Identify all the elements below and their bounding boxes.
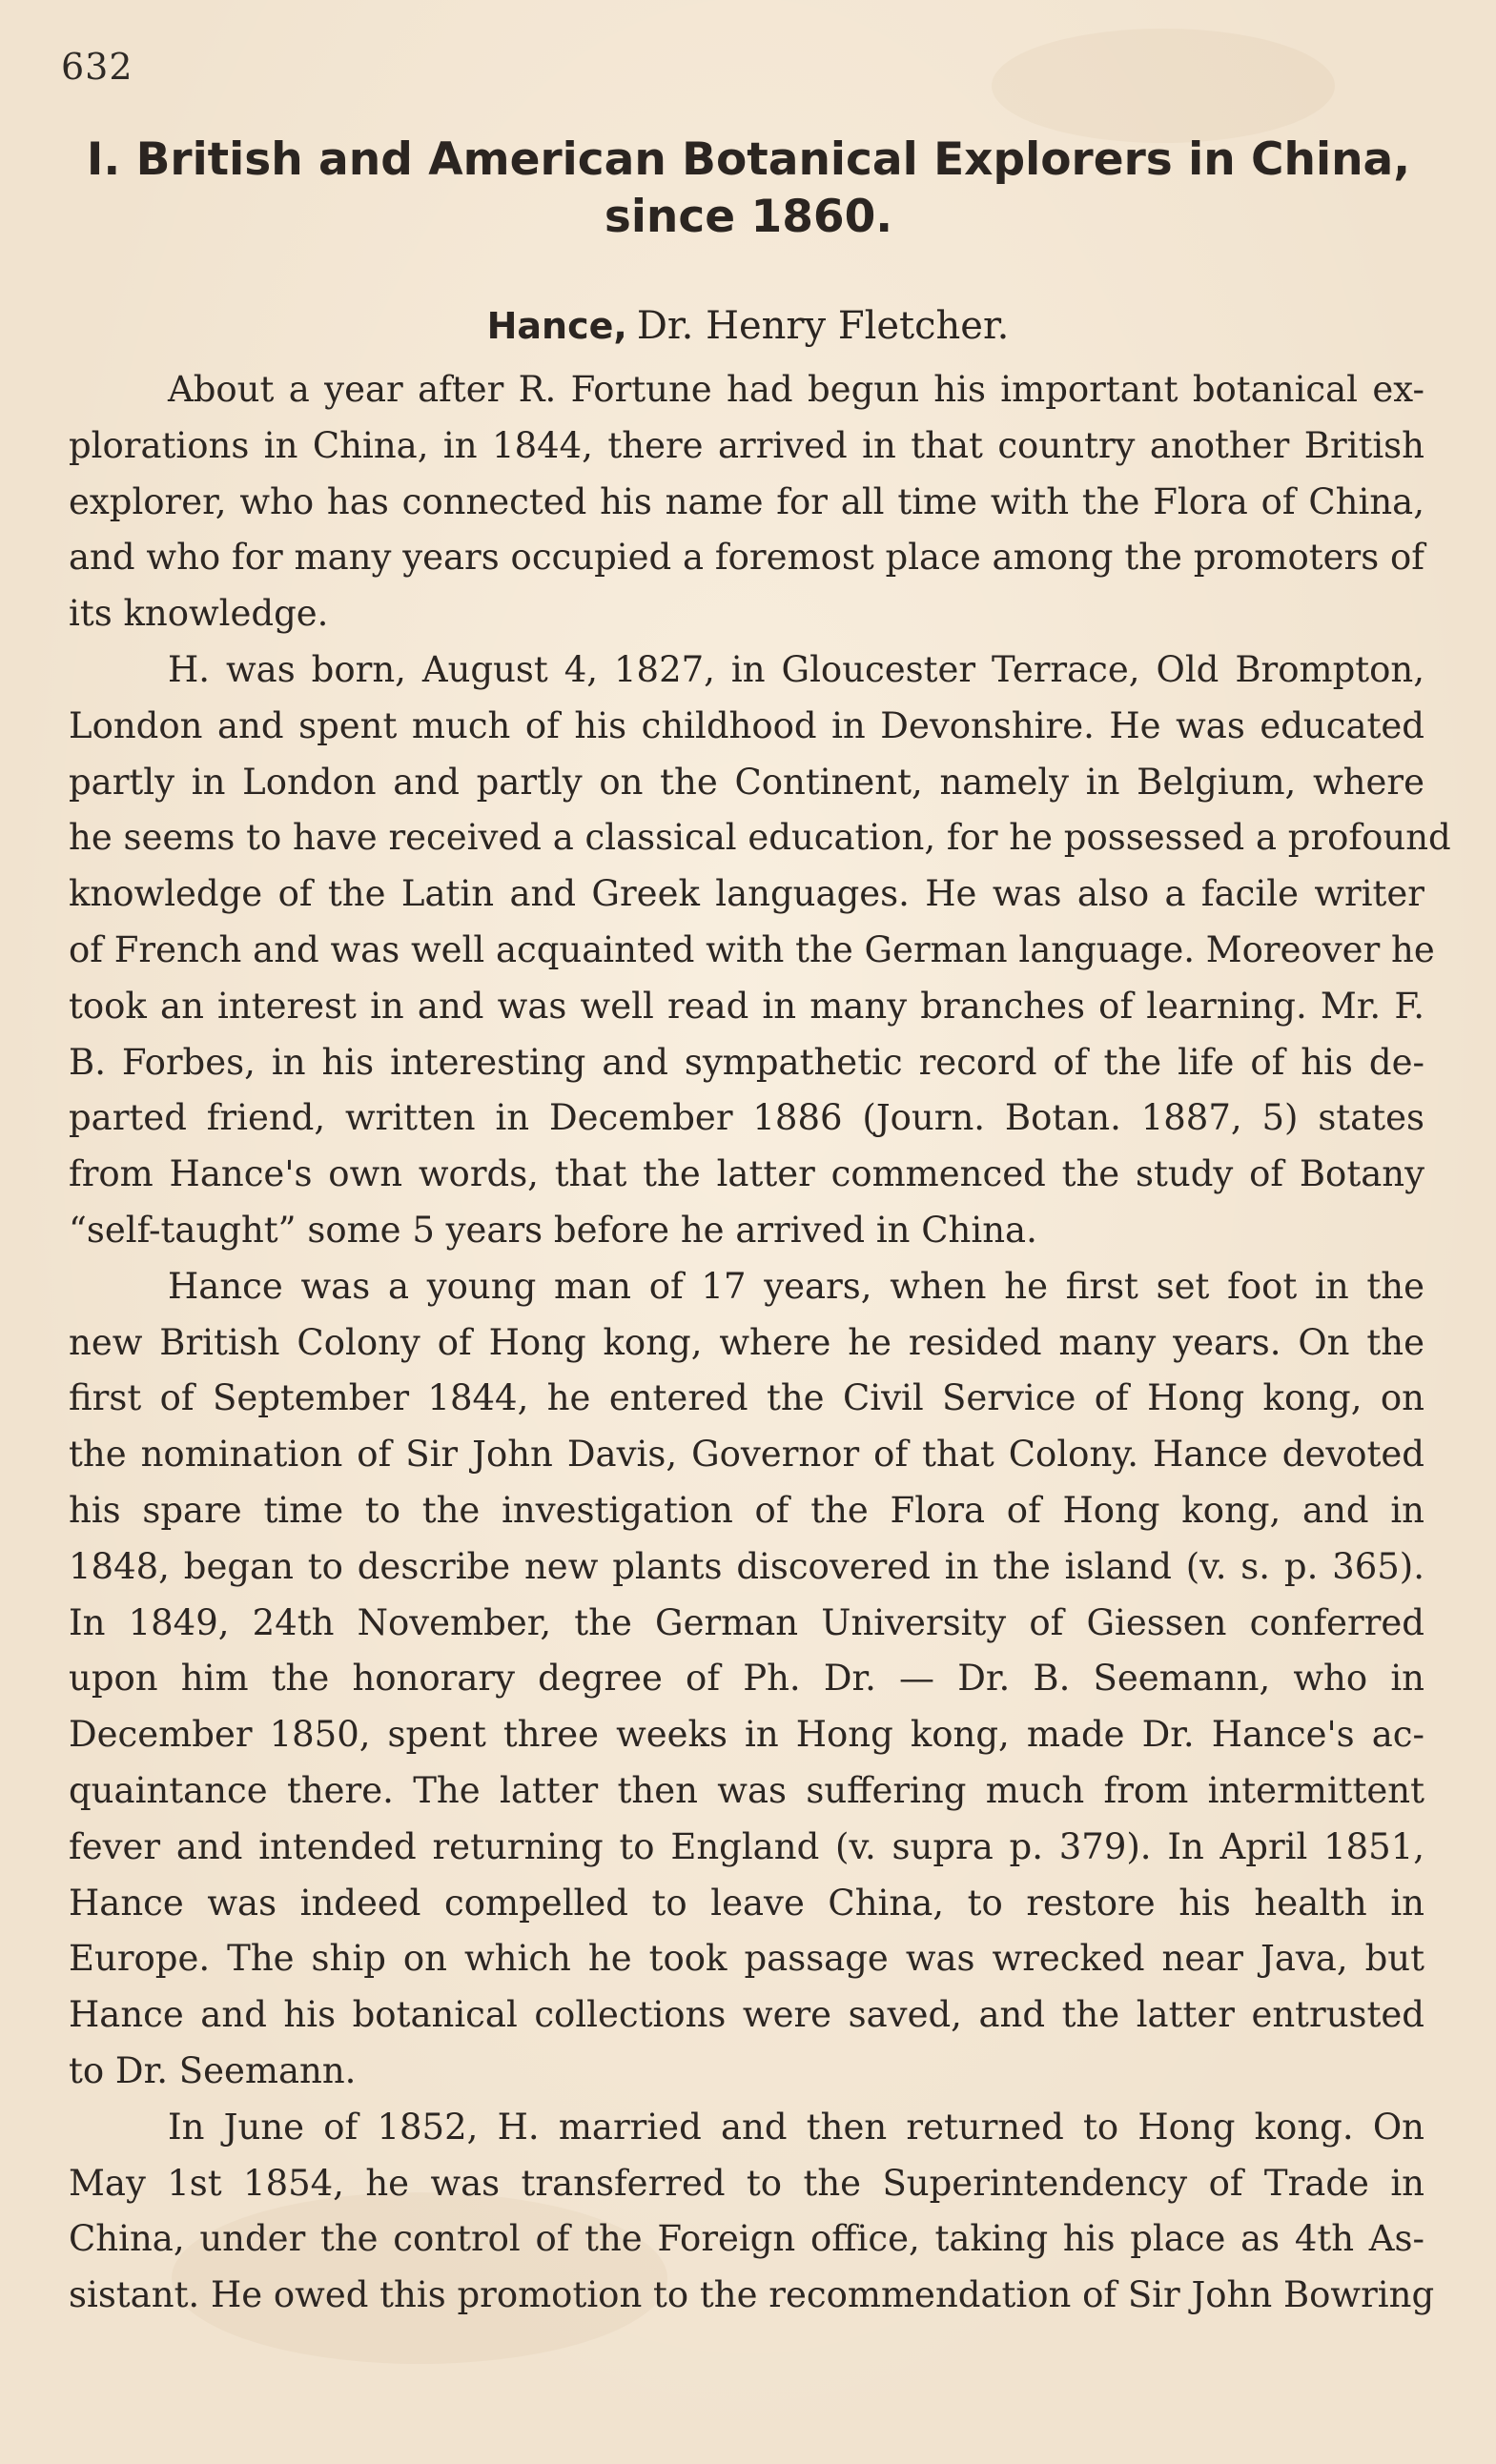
paper-stain	[992, 29, 1335, 143]
paragraph-line: upon him the honorary degree of Ph. Dr. — Dr. B. Seemann, who in	[69, 1658, 1424, 1700]
section-title-line: since 1860.	[604, 191, 893, 243]
paragraph-line: B. Forbes, in his interesting and sympathetic record of the life of his de-	[69, 1041, 1424, 1083]
section-title-line: I. British and American Botanical Explorers in China,	[86, 133, 1411, 186]
entry-surname: Hance,	[486, 305, 627, 347]
paragraph-line: parted friend, written in December 1886 (Journ. Botan. 1887, 5) states	[69, 1097, 1424, 1139]
paragraph-line: Europe. The ship on which he took passage was wrecked near Java, but	[69, 1938, 1424, 1980]
paragraph-line: December 1850, spent three weeks in Hong kong, made Dr. Hance's ac-	[69, 1714, 1424, 1756]
paragraph-line: he seems to have received a classical education, for he possessed a profound	[69, 817, 1451, 859]
paragraph	[69, 362, 1424, 642]
paragraph-line: In 1849, 24th November, the German University of Giessen conferred	[69, 1601, 1424, 1643]
paragraph-line: and who for many years occupied a foremost place among the promoters of	[69, 537, 1424, 579]
paragraph-line: About a year after R. Fortune had begun his important botanical ex-	[168, 369, 1424, 410]
paragraph-line: 1848, began to describe new plants discovered in the island (v. s. p. 365).	[69, 1545, 1424, 1587]
paragraph-line: from Hance's own words, that the latter commenced the study of Botany	[69, 1153, 1424, 1195]
paragraph-line: “self-taught” some 5 years before he arrived in China.	[69, 1209, 1037, 1251]
paragraph	[69, 642, 1451, 1259]
paragraph-line: of French and was well acquainted with the German language. Moreover he	[69, 928, 1435, 970]
paragraph-line: May 1st 1854, he was transferred to the Superintendency of Trade in	[69, 2162, 1424, 2204]
paragraph	[69, 2100, 1435, 2324]
paragraph-line: the nomination of Sir John Davis, Governor of that Colony. Hance devoted	[69, 1434, 1424, 1476]
paragraph-line: knowledge of the Latin and Greek languages. He was also a facile writer	[69, 873, 1424, 915]
paragraph-line: Hance was indeed compelled to leave China, to restore his health in	[69, 1882, 1424, 1924]
paragraph-line: quaintance there. The latter then was suffering much from intermittent	[69, 1769, 1424, 1811]
paragraph-line: to Dr. Seemann.	[69, 2049, 357, 2091]
paragraph-line: H. was born, August 4, 1827, in Gloucester Terrace, Old Brompton,	[168, 648, 1424, 690]
paragraph-line: new British Colony of Hong kong, where he resided many years. On the	[69, 1321, 1424, 1363]
paragraph-line: first of September 1844, he entered the Civil Service of Hong kong, on	[69, 1377, 1424, 1419]
paragraph-line: sistant. He owed this promotion to the recommendation of Sir John Bowring	[69, 2274, 1435, 2316]
paragraph-line: Hance was a young man of 17 years, when he first set foot in the	[168, 1265, 1424, 1307]
body-text	[69, 362, 1451, 2324]
section-title	[48, 132, 1449, 246]
entry-heading	[0, 300, 1496, 352]
paragraph	[69, 1259, 1424, 2100]
paragraph-line: its knowledge.	[69, 593, 329, 635]
paragraph-line: fever and intended returning to England (v. supra p. 379). In April 1851,	[69, 1825, 1424, 1867]
paragraph-line: plorations in China, in 1844, there arrived in that country another British	[69, 424, 1424, 466]
paragraph-line: London and spent much of his childhood in Devonshire. He was educated	[69, 704, 1424, 746]
entry-given-name: Dr. Henry Fletcher.	[636, 304, 1010, 348]
paragraph-line: Hance and his botanical collections were saved, and the latter entrusted	[69, 1994, 1424, 2036]
paragraph-line: explorer, who has connected his name for all time with the Flora of China,	[69, 480, 1424, 522]
page-number: 632	[61, 46, 133, 88]
paragraph-line: took an interest in and was well read in many branches of learning. Mr. F.	[69, 985, 1424, 1027]
paragraph-line: In June of 1852, H. married and then returned to Hong kong. On	[168, 2106, 1424, 2148]
paragraph-line: partly in London and partly on the Continent, namely in Belgium, where	[69, 761, 1424, 803]
paragraph-line: his spare time to the investigation of the Flora of Hong kong, and in	[69, 1489, 1424, 1531]
paragraph-line: China, under the control of the Foreign office, taking his place as 4th As-	[69, 2218, 1424, 2260]
